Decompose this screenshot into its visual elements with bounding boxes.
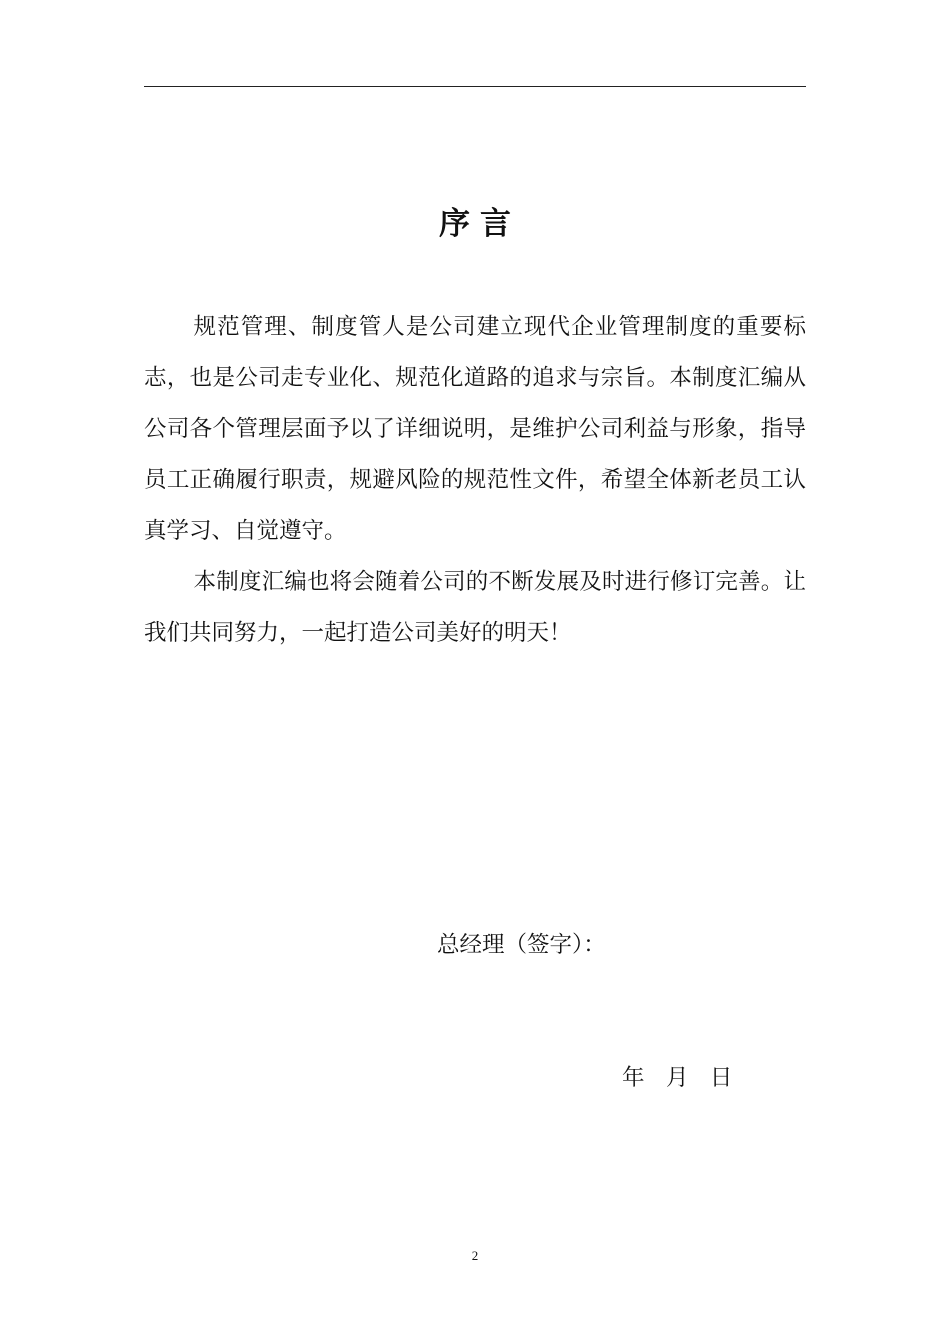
preface-paragraph-1: 规范管理、制度管人是公司建立现代企业管理制度的重要标志，也是公司走专业化、规范化道路的追求与宗旨。本制度汇编从公司各个管理层面予以了详细说明，是维护公司利益与形象，指导员工正确履行职责，规避风险的规范性文件，希望全体新老员工认真学习、自觉遵守。: [144, 314, 806, 544]
date-label: 年 月 日: [622, 1065, 733, 1091]
header-rule: [144, 86, 806, 87]
signature-label: 总经理（签字）：: [437, 932, 606, 958]
page-title: 序言: [439, 206, 521, 242]
page-number: 2: [471, 1248, 479, 1263]
preface-paragraph-2: 本制度汇编也将会随着公司的不断发展及时进行修订完善。让我们共同努力，一起打造公司美好的明天！: [144, 569, 806, 646]
preface-body: [144, 302, 806, 659]
